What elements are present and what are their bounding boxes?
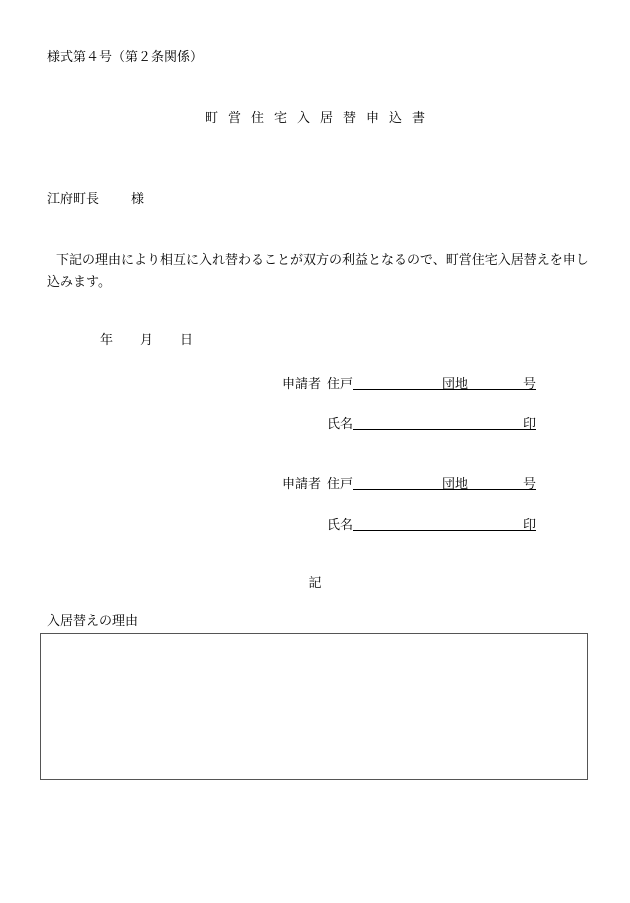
addressee-name: 江府町長 xyxy=(47,192,100,207)
danchi-label: 団地 xyxy=(442,477,469,492)
document-title: 町営住宅入居替申込書 xyxy=(204,111,435,126)
danchi-label: 団地 xyxy=(442,377,469,392)
date-day-label: 日 xyxy=(180,333,194,348)
address-label: 住戸 xyxy=(327,477,354,492)
date-month-label: 月 xyxy=(140,333,154,348)
date-line[interactable] xyxy=(100,333,193,349)
applicant-label: 申請者 xyxy=(282,477,322,492)
name-label: 氏名 xyxy=(327,417,354,432)
applicant-label: 申請者 xyxy=(282,377,322,392)
date-year-label: 年 xyxy=(100,333,114,348)
reason-textbox[interactable] xyxy=(40,633,588,780)
applicant-1-name-field[interactable] xyxy=(353,429,536,430)
go-label: 号 xyxy=(523,477,537,492)
seal-label: 印 xyxy=(523,417,537,432)
body-text: 下記の理由により相互に入れ替わることが双方の利益となるので、町営住宅入居替えを申し込みます。 xyxy=(47,253,589,290)
applicant-2-name-row xyxy=(282,514,542,532)
name-label: 氏名 xyxy=(327,518,354,533)
form-number: 様式第４号（第２条関係） xyxy=(47,50,204,65)
reason-label: 入居替えの理由 xyxy=(47,614,139,629)
applicant-2-name-field[interactable] xyxy=(353,530,536,531)
applicant-1-address-row xyxy=(282,373,542,391)
address-label: 住戸 xyxy=(327,377,354,392)
go-label: 号 xyxy=(523,377,537,392)
notes-marker: 記 xyxy=(308,576,322,591)
addressee xyxy=(47,192,144,208)
applicant-1-name-row xyxy=(282,413,542,431)
addressee-honorific: 様 xyxy=(131,192,145,207)
applicant-2-address-row xyxy=(282,473,542,491)
seal-label: 印 xyxy=(523,518,537,533)
